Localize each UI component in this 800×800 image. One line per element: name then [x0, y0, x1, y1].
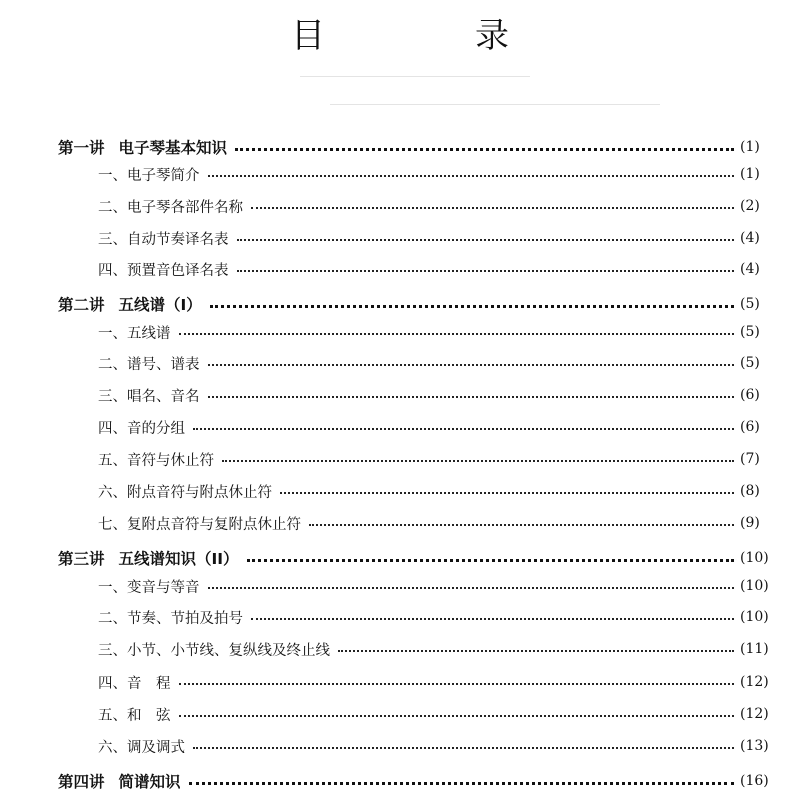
toc-section[interactable]: [0, 477, 800, 505]
toc-chapter[interactable]: [0, 544, 800, 572]
chapter-title: [58, 136, 227, 158]
toc-chapter[interactable]: [0, 133, 800, 161]
dot-leader: [179, 683, 735, 685]
toc-section[interactable]: [0, 700, 800, 728]
dot-leader: [338, 650, 734, 652]
toc-section[interactable]: [0, 603, 800, 631]
page-number: (5): [740, 324, 760, 340]
page-number: (6): [740, 387, 760, 403]
page-number: (5): [740, 296, 760, 312]
dot-leader: [179, 715, 735, 717]
dot-leader: [247, 559, 734, 562]
chapter-title: [58, 547, 239, 569]
chapter-name: 电子琴基本知识: [118, 139, 228, 157]
chapter-name: 简谱知识: [118, 773, 181, 791]
page-number: (12): [740, 674, 769, 690]
toc-section[interactable]: [0, 509, 800, 537]
dot-leader: [189, 782, 734, 785]
page-number: (4): [740, 230, 760, 246]
dot-leader: [235, 148, 734, 151]
section-title: 七、复附点音符与复附点休止符: [98, 516, 301, 533]
page-title: 目 录: [291, 16, 567, 56]
dot-leader: [193, 428, 734, 430]
page-number: (10): [740, 550, 769, 566]
dot-leader: [251, 618, 734, 620]
chapter-number: 第一讲: [58, 139, 105, 157]
page-number: (8): [740, 483, 760, 499]
section-title: 三、自动节奏译名表: [98, 231, 229, 248]
page-number: (10): [740, 609, 769, 625]
dot-leader: [237, 270, 735, 272]
toc-section[interactable]: [0, 318, 800, 346]
chapter-title: [58, 293, 202, 315]
dot-leader: [237, 239, 735, 241]
page-number: (16): [740, 773, 769, 789]
page-number: (7): [740, 451, 760, 467]
toc-section[interactable]: [0, 732, 800, 760]
toc-section[interactable]: [0, 635, 800, 663]
toc-section[interactable]: [0, 160, 800, 188]
dot-leader: [222, 460, 734, 462]
page-number: (1): [740, 139, 760, 155]
section-title: 二、电子琴各部件名称: [98, 199, 243, 216]
page-number: (9): [740, 515, 760, 531]
section-title: 五、音符与休止符: [98, 452, 214, 469]
dot-leader: [193, 747, 734, 749]
section-title: 四、预置音色译名表: [98, 262, 229, 279]
dot-leader: [208, 396, 735, 398]
toc-section[interactable]: [0, 381, 800, 409]
toc-section[interactable]: [0, 349, 800, 377]
dot-leader: [210, 305, 734, 308]
section-title: 二、节奏、节拍及拍号: [98, 610, 243, 627]
dot-leader: [208, 364, 735, 366]
chapter-number: 第四讲: [58, 773, 105, 791]
toc-section[interactable]: [0, 255, 800, 283]
page-number: (11): [740, 641, 769, 657]
toc-section[interactable]: [0, 224, 800, 252]
chapter-title: [58, 770, 181, 792]
toc-chapter[interactable]: [0, 290, 800, 318]
section-title: 六、附点音符与附点休止符: [98, 484, 272, 501]
toc-section[interactable]: [0, 445, 800, 473]
section-title: 二、谱号、谱表: [98, 356, 200, 373]
dot-leader: [251, 207, 734, 209]
section-title: 一、变音与等音: [98, 579, 200, 596]
page-number: (13): [740, 738, 769, 754]
chapter-number: 第三讲: [58, 550, 105, 568]
section-title: 六、调及调式: [98, 739, 185, 756]
section-title: 三、唱名、音名: [98, 388, 200, 405]
dot-leader: [208, 175, 735, 177]
page-number: (10): [740, 578, 769, 594]
page-number: (1): [740, 166, 760, 182]
section-title: 三、小节、小节线、复纵线及终止线: [98, 642, 330, 659]
page-number: (2): [740, 198, 760, 214]
dot-leader: [208, 587, 735, 589]
section-title: 五、和 弦: [98, 707, 171, 724]
chapter-name: 五线谱知识（II）: [118, 550, 239, 568]
page-number: (4): [740, 261, 760, 277]
section-title: 一、五线谱: [98, 325, 171, 342]
toc-section[interactable]: [0, 572, 800, 600]
toc-chapter[interactable]: [0, 767, 800, 795]
page-number: (6): [740, 419, 760, 435]
dot-leader: [179, 333, 735, 335]
chapter-name: 五线谱（I）: [118, 296, 202, 314]
page-number: (5): [740, 355, 760, 371]
toc-section[interactable]: [0, 192, 800, 220]
toc-section[interactable]: [0, 413, 800, 441]
section-title: 四、音的分组: [98, 420, 185, 437]
section-title: 四、音 程: [98, 675, 171, 692]
chapter-number: 第二讲: [58, 296, 105, 314]
dot-leader: [309, 524, 734, 526]
section-title: 一、电子琴简介: [98, 167, 200, 184]
page-number: (12): [740, 706, 769, 722]
dot-leader: [280, 492, 734, 494]
toc-section[interactable]: [0, 668, 800, 696]
